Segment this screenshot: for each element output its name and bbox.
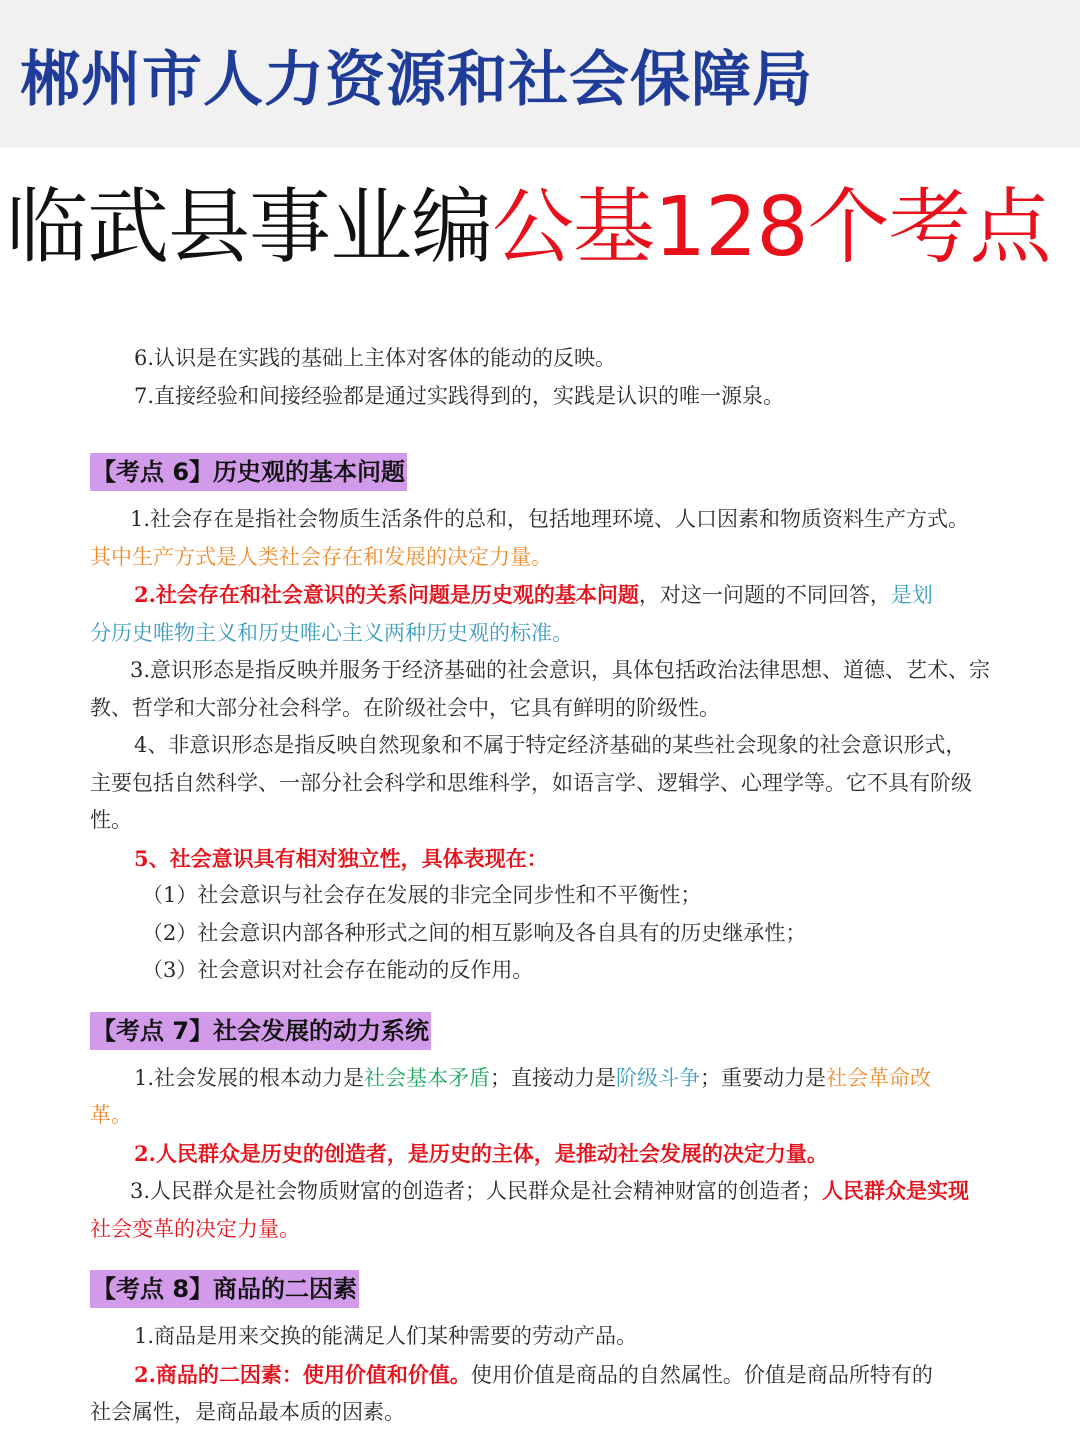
s7-p3-cont: 社会变革的决定力量。 bbox=[90, 1216, 300, 1241]
s7-p3-a: 3.人民群众是社会物质财富的创造者；人民群众是社会精神财富的创造者； bbox=[130, 1179, 823, 1203]
s7-p1-teal: 阶级斗争 bbox=[616, 1065, 701, 1090]
s8-p1: 1.商品是用来交换的能满足人们某种需要的劳动产品。 bbox=[134, 1324, 638, 1348]
s7-p1-b: ；直接动力是 bbox=[490, 1065, 617, 1090]
s6-p2a bbox=[90, 576, 1020, 615]
title-part-black: 临武县事业编 bbox=[6, 180, 493, 275]
s6-p2a-teal: 是划 bbox=[890, 583, 933, 607]
s7-p1-orange: 社会革命改 bbox=[826, 1065, 932, 1090]
s6-p2b: 分历史唯物主义和历史唯心主义两种历史观的标准。 bbox=[90, 620, 573, 645]
s6-p2a-normal: ，对这一问题的不同回答， bbox=[638, 583, 891, 607]
s6-p2a-red: 2.社会存在和社会意识的关系问题是历史观的基本问题 bbox=[134, 582, 639, 607]
s8-p2-cont: 社会属性，是商品最本质的因素。 bbox=[90, 1400, 405, 1424]
title-part-red: 公基128个考点 bbox=[492, 180, 1051, 275]
s7-p1-cont: 革。 bbox=[90, 1103, 132, 1127]
s6-p3b: 教、哲学和大部分社会科学。在阶级社会中，它具有鲜明的阶级性。 bbox=[90, 695, 720, 720]
s7-p1-c: ；重要动力是 bbox=[700, 1065, 827, 1090]
s6-p3a: 3.意识形态是指反映并服务于经济基础的社会意识，具体包括政治法律思想、道德、艺术、宗 bbox=[130, 658, 991, 682]
document-body bbox=[90, 340, 1020, 1432]
page-title bbox=[6, 178, 1051, 278]
intro-line-6: 6.认识是在实践的基础上主体对客体的能动的反映。 bbox=[134, 346, 617, 370]
s6-p5-3: （3）社会意识对社会存在能动的反作用。 bbox=[142, 958, 534, 982]
s7-p2: 2.人民群众是历史的创造者，是历史的主体，是推动社会发展的决定力量。 bbox=[134, 1140, 828, 1166]
s6-p1a: 1.社会存在是指社会物质生活条件的总和，包括地理环境、人口因素和物质资料生产方式。 bbox=[130, 507, 970, 531]
s6-p4b: 主要包括自然科学、一部分社会科学和思维科学，如语言学、逻辑学、心理学等。它不具有阶级 bbox=[90, 770, 972, 795]
s6-p5-2: （2）社会意识内部各种形式之间的相互影响及各自具有的历史继承性； bbox=[142, 920, 807, 945]
header-band bbox=[0, 0, 1080, 148]
s8-p2-red: 2.商品的二因素：使用价值和价值。 bbox=[134, 1361, 471, 1387]
s6-p5-1: （1）社会意识与社会存在发展的非完全同步性和不平衡性； bbox=[142, 883, 702, 907]
s6-p1b: 其中生产方式是人类社会存在和发展的决定力量。 bbox=[90, 544, 552, 569]
s6-p4c: 性。 bbox=[90, 808, 132, 832]
s6-p5: 5、社会意识具有相对独立性，具体表现在： bbox=[134, 845, 548, 871]
s8-p2-normal: 使用价值是商品的自然属性。价值是商品所特有的 bbox=[470, 1362, 933, 1387]
s7-p3-red: 人民群众是实现 bbox=[822, 1178, 970, 1203]
s7-p1-green: 社会基本矛盾 bbox=[364, 1065, 491, 1090]
s7-p3 bbox=[90, 1172, 1020, 1211]
org-name: 郴州市人力资源和社会保障局 bbox=[20, 45, 813, 115]
section-6-heading: 【考点 6】历史观的基本问题 bbox=[90, 453, 407, 491]
section-7-heading: 【考点 7】社会发展的动力系统 bbox=[90, 1012, 431, 1050]
intro-line-7: 7.直接经验和间接经验都是通过实践得到的，实践是认识的唯一源泉。 bbox=[134, 383, 785, 408]
s7-p1-a: 1.社会发展的根本动力是 bbox=[134, 1065, 365, 1090]
s8-p2 bbox=[90, 1356, 1020, 1395]
s6-p4a: 4、非意识形态是指反映自然现象和不属于特定经济基础的某些社会现象的社会意识形式， bbox=[134, 733, 967, 757]
s7-p1 bbox=[90, 1060, 1020, 1098]
section-8-heading: 【考点 8】商品的二因素 bbox=[90, 1270, 359, 1308]
